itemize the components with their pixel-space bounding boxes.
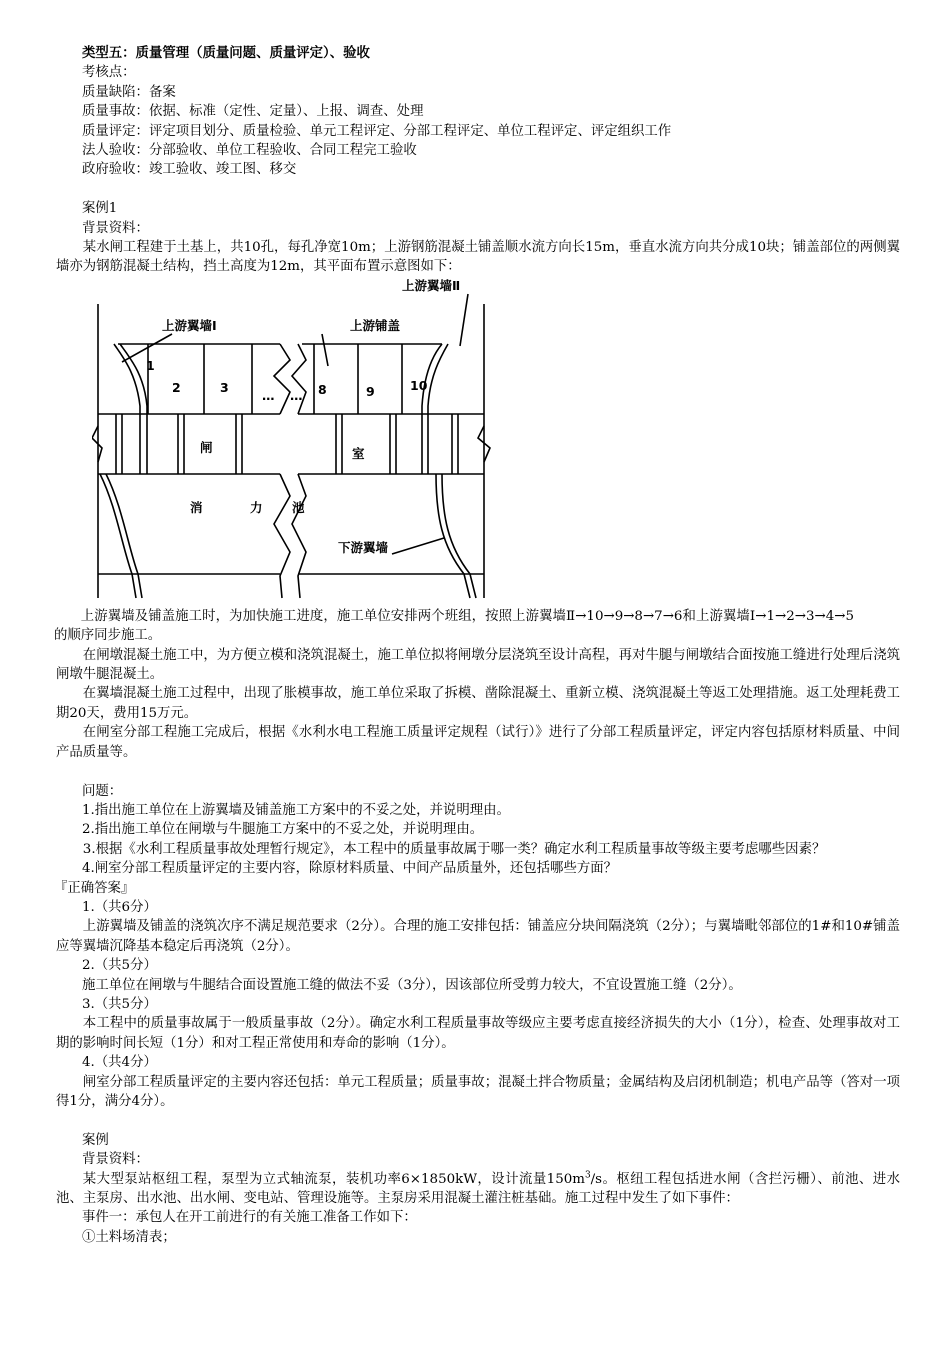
cell-label: … [262, 388, 275, 403]
case1-paragraph: 上游翼墙及铺盖施工时，为加快施工进度，施工单位安排两个班组，按照上游翼墙Ⅱ→10→9→8→7→6和上游翼墙Ⅰ→1→2→3→4→5的顺序同步施工。 [54, 608, 854, 644]
document-page [54, 44, 900, 1247]
label-upper-wall-2: 上游翼墙Ⅱ [402, 278, 461, 293]
case1-bg-text: 某水闸工程建于土基上，共10孔，每孔净宽10m；上游钢筋混凝土铺盖顺水流方向长15m，垂直水流方向共分成10块；铺盖部位的两侧翼墙亦为钢筋混凝土结构，挡土高度为12m，其平面布置示意图如下： [56, 240, 900, 275]
section-title: 类型五：质量管理（质量问题、质量评定）、验收 [82, 45, 370, 61]
case1-heading: 案例1 [82, 201, 118, 217]
label-upper-wall-1: 上游翼墙Ⅰ [162, 318, 217, 333]
case1-bg-label: 背景资料： [82, 220, 149, 236]
sluice-layout-diagram [92, 276, 512, 610]
cell-label: 2 [172, 380, 181, 395]
case2-bg-label: 背景资料： [82, 1152, 149, 1168]
cell-label: 1 [146, 358, 155, 373]
leader-wall-2 [460, 294, 468, 346]
case1-paragraph: 在闸墩混凝土施工中，为方便立模和浇筑混凝土，施工单位拟将闸墩分层浇筑至设计高程，再对牛腿与闸墩结合面按施工缝进行处理后浇筑闸墩牛腿混凝土。 [56, 647, 900, 683]
intro-line: 法人验收：分部验收、单位工程验收、合同工程完工验收 [82, 143, 417, 159]
intro-line: 考核点： [82, 65, 136, 81]
intro-line: 政府验收：竣工验收、竣工图、移交 [82, 162, 297, 178]
label-lower-wall: 下游翼墙 [338, 540, 389, 555]
case2-bg-text: 某大型泵站枢纽工程，泵型为立式轴流泵，装机功率6×1850kW，设计流量$150m^3/s$。枢纽工程包括进水闸（含拦污栅）、前池、进水池、主泵房、出水池、出水闸、变电站、管理设施等。主泵房采用混凝土灌注桩基础。施工过程中发生了如下事件： [56, 1170, 900, 1207]
gate-label: 室 [352, 446, 365, 461]
intro-line: 质量评定：评定项目划分、质量检验、单元工程评定、分部工程评定、单位工程评定、评定组织工作 [82, 123, 672, 139]
answer-head: 2.（共5分） [82, 958, 157, 974]
answer-text: 施工单位在闸墩与牛腿结合面设置施工缝的做法不妥（3分），因该部位所受剪力较大，不宜设置施工缝（2分）。 [82, 977, 742, 993]
case2-heading: 案例 [82, 1132, 109, 1148]
intro-line: 质量缺陷：备案 [82, 84, 176, 100]
leader-lower-wall [392, 538, 444, 554]
cell-label: 3 [220, 380, 229, 395]
basin-label: 力 [250, 500, 263, 515]
case1-paragraph: 在闸室分部工程施工完成后，根据《水利水电工程施工质量评定规程（试行）》进行了分部工程质量评定，评定内容包括原材料质量、中间产品质量等。 [56, 725, 900, 760]
answer-text: 上游翼墙及铺盖的浇筑次序不满足规范要求（2分）。合理的施工安排包括：铺盖应分块间隔浇筑（2分）；与翼墙毗邻部位的1#和10#铺盖应等翼墙沉降基本稳定后再浇筑（2分）。 [56, 919, 900, 954]
case2-item: ①土料场清表； [82, 1229, 176, 1245]
question-item: 4.闸室分部工程质量评定的主要内容，除原材料质量、中间产品质量外，还包括哪些方面？ [82, 861, 618, 877]
question-item: 3.根据《水利工程质量事故处理暂行规定》，本工程中的质量事故属于哪一类？确定水利工程质量事故等级主要考虑哪些因素？ [82, 841, 826, 857]
case1-paragraph: 在翼墙混凝土施工过程中，出现了胀模事故，施工单位采取了拆模、凿除混凝土、重新立模、浇筑混凝土等返工处理措施。返工处理耗费工期20天，费用15万元。 [56, 686, 900, 721]
gate-label: 闸 [200, 440, 213, 455]
cell-label: 9 [366, 384, 375, 399]
label-apron: 上游铺盖 [350, 318, 401, 333]
leader-apron [322, 334, 328, 366]
question-item: 2.指出施工单位在闸墩与牛腿施工方案中的不妥之处，并说明理由。 [82, 822, 484, 838]
cell-label: 8 [318, 382, 327, 397]
answer-head: 3.（共5分） [82, 996, 157, 1012]
case2-event: 事件一：承包人在开工前进行的有关施工准备工作如下： [82, 1210, 417, 1226]
answer-head: 1.（共6分） [82, 899, 157, 915]
answer-text: 本工程中的质量事故属于一般质量事故（2分）。确定水利工程质量事故等级应主要考虑直接经济损失的大小（1分），检查、处理事故对工期的影响时间长短（1分）和对工程正常使用和寿命的影响（1分）。 [56, 1016, 900, 1051]
basin-label: 消 [190, 500, 203, 515]
cell-label: 10 [410, 378, 428, 393]
questions-label: 问题： [82, 783, 123, 799]
intro-line: 质量事故：依据、标准（定性、定量）、上报、调查、处理 [82, 104, 424, 120]
basin-label: 池 [292, 500, 305, 515]
cell-label: … [290, 388, 303, 403]
answer-head: 4.（共4分） [82, 1055, 157, 1071]
answer-text: 闸室分部工程质量评定的主要内容还包括：单元工程质量；质量事故；混凝土拌合物质量；金属结构及启闭机制造；机电产品等（答对一项得1分，满分4分）。 [56, 1074, 900, 1109]
question-item: 1.指出施工单位在上游翼墙及铺盖施工方案中的不妥之处，并说明理由。 [82, 802, 510, 818]
answer-label: 『正确答案』 [54, 880, 135, 896]
